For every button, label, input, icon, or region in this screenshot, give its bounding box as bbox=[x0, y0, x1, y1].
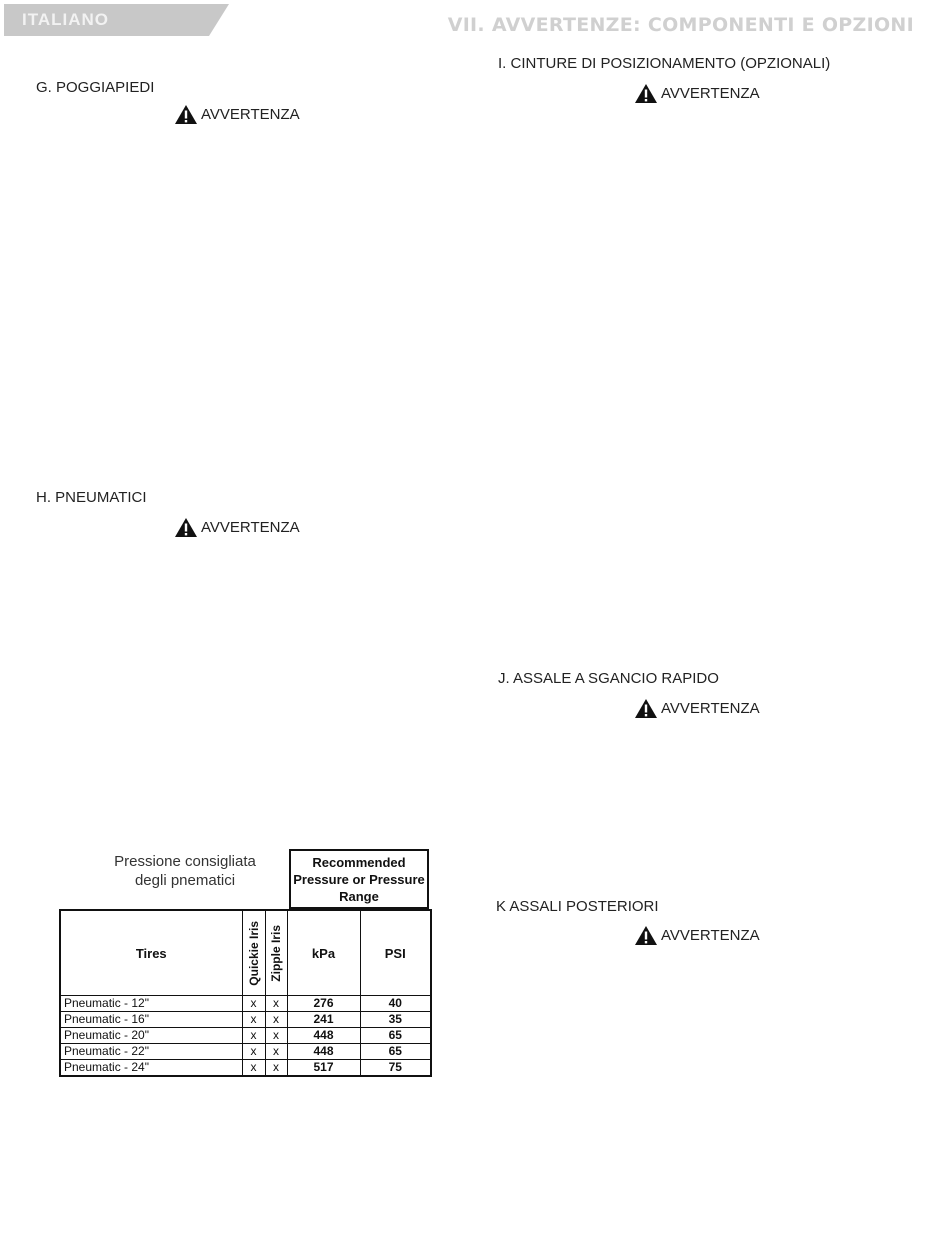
warning-icon bbox=[634, 83, 658, 104]
tire-table-caption: Pressione consigliata degli pnematici bbox=[114, 853, 256, 889]
tire-name: Pneumatic - 22" bbox=[60, 1044, 242, 1060]
tire-name: Pneumatic - 12" bbox=[60, 996, 242, 1012]
quickie-mark: x bbox=[242, 1044, 265, 1060]
tire-pressure-table bbox=[59, 909, 432, 1077]
quickie-mark: x bbox=[242, 1012, 265, 1028]
zipple-mark: x bbox=[265, 1060, 287, 1077]
warning-label: AVVERTENZA bbox=[661, 85, 760, 102]
language-tab bbox=[4, 4, 229, 36]
warning-icon bbox=[634, 925, 658, 946]
warning-icon bbox=[174, 517, 198, 538]
zipple-mark: x bbox=[265, 996, 287, 1012]
warning-label: AVVERTENZA bbox=[201, 519, 300, 536]
kpa-value: 241 bbox=[287, 1012, 360, 1028]
kpa-value: 517 bbox=[287, 1060, 360, 1077]
table-row bbox=[60, 1028, 431, 1044]
tire-name: Pneumatic - 24" bbox=[60, 1060, 242, 1077]
table-header-row bbox=[60, 910, 431, 996]
kpa-value: 448 bbox=[287, 1044, 360, 1060]
warning-k bbox=[634, 925, 760, 946]
quickie-mark: x bbox=[242, 1028, 265, 1044]
warning-i bbox=[634, 83, 760, 104]
page-header-title: VII. AVVERTENZE: COMPONENTI E OPZIONI bbox=[447, 14, 914, 36]
warning-label: AVVERTENZA bbox=[661, 700, 760, 717]
section-k-title: K ASSALI POSTERIORI bbox=[496, 898, 659, 915]
pressure-header-box bbox=[289, 849, 429, 909]
zipple-mark: x bbox=[265, 1044, 287, 1060]
pressure-header-label: Recommended Pressure or Pressure Range bbox=[293, 854, 425, 904]
psi-value: 35 bbox=[360, 1012, 431, 1028]
table-row bbox=[60, 996, 431, 1012]
warning-j bbox=[634, 698, 760, 719]
zipple-mark: x bbox=[265, 1012, 287, 1028]
section-h-title: H. PNEUMATICI bbox=[36, 489, 147, 506]
table-row bbox=[60, 1060, 431, 1077]
warning-icon bbox=[174, 104, 198, 125]
psi-value: 65 bbox=[360, 1044, 431, 1060]
language-label: ITALIANO bbox=[22, 10, 110, 29]
quickie-mark: x bbox=[242, 1060, 265, 1077]
zipple-mark: x bbox=[265, 1028, 287, 1044]
kpa-value: 448 bbox=[287, 1028, 360, 1044]
psi-value: 75 bbox=[360, 1060, 431, 1077]
warning-label: AVVERTENZA bbox=[201, 106, 300, 123]
col-header-psi: PSI bbox=[360, 910, 431, 996]
warning-icon bbox=[634, 698, 658, 719]
table-row bbox=[60, 1044, 431, 1060]
warning-g bbox=[174, 104, 300, 125]
col-header-zipple bbox=[265, 910, 287, 996]
tire-name: Pneumatic - 20" bbox=[60, 1028, 242, 1044]
kpa-value: 276 bbox=[287, 996, 360, 1012]
psi-value: 40 bbox=[360, 996, 431, 1012]
section-j-title: J. ASSALE A SGANCIO RAPIDO bbox=[498, 670, 719, 687]
section-i-title: I. CINTURE DI POSIZIONAMENTO (OPZIONALI) bbox=[498, 55, 831, 72]
col-header-quickie-label: Quickie Iris bbox=[246, 920, 261, 986]
col-header-zipple-label: Zipple Iris bbox=[269, 924, 283, 982]
section-g-title: G. POGGIAPIEDI bbox=[36, 79, 155, 96]
quickie-mark: x bbox=[242, 996, 265, 1012]
warning-label: AVVERTENZA bbox=[661, 927, 760, 944]
warning-h bbox=[174, 517, 300, 538]
tire-name: Pneumatic - 16" bbox=[60, 1012, 242, 1028]
table-row bbox=[60, 1012, 431, 1028]
psi-value: 65 bbox=[360, 1028, 431, 1044]
col-header-tires: Tires bbox=[60, 910, 242, 996]
col-header-kpa: kPa bbox=[287, 910, 360, 996]
col-header-quickie bbox=[242, 910, 265, 996]
